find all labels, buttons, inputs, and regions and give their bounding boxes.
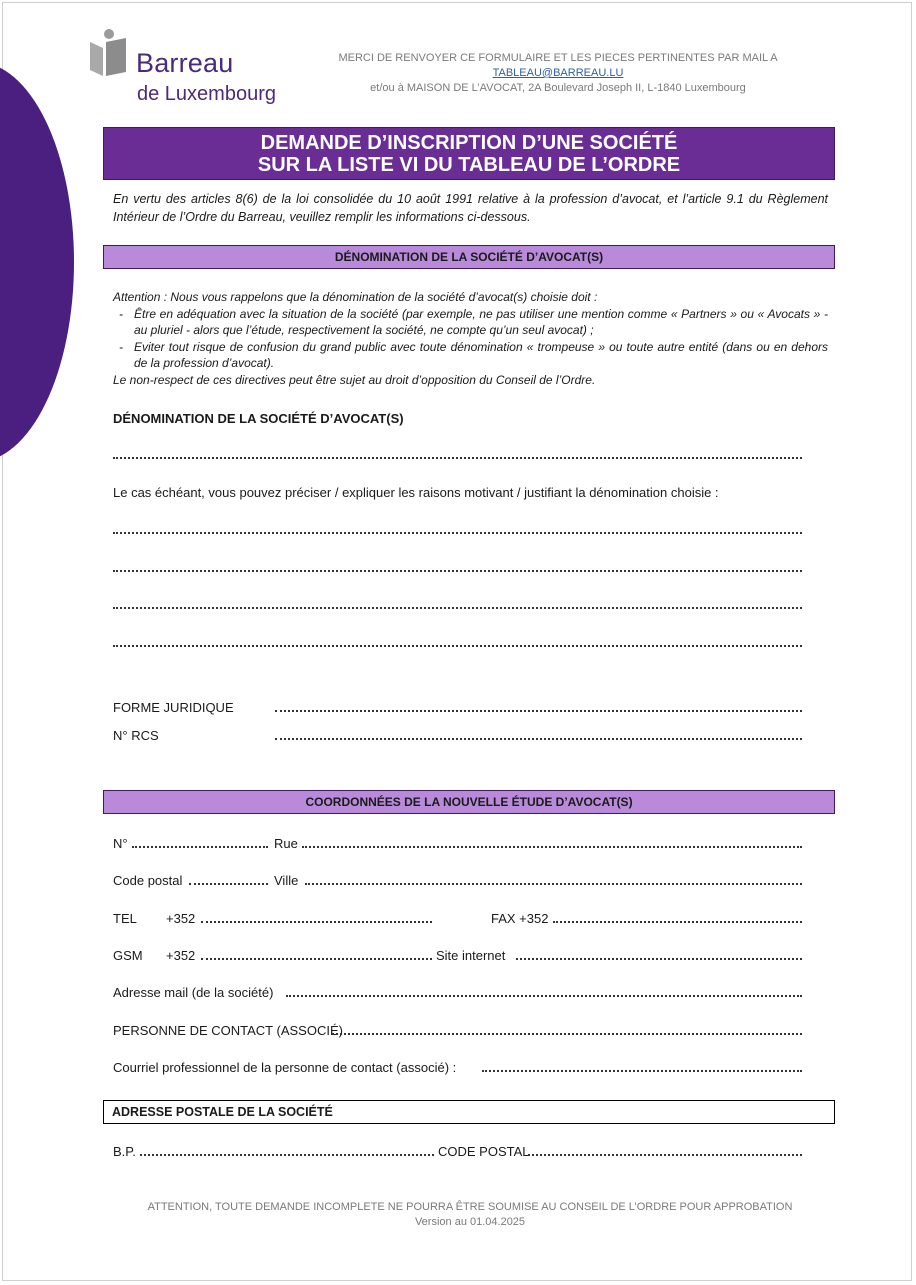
tel-input[interactable] bbox=[201, 921, 432, 923]
attention-item: - Être en adéquation avec la situation de la société (par exemple, ne pas utiliser une mention comme « Partners » ou « Avocats » - au pluriel - alors que l’étude, respectivement la société, ne compte qu’un seul avocat) ; bbox=[113, 306, 828, 339]
section-denomination-header: DÉNOMINATION DE LA SOCIÉTÉ D’AVOCAT(S) bbox=[103, 245, 835, 269]
numero-label: N° bbox=[113, 836, 128, 851]
forme-juridique-label: FORME JURIDIQUE bbox=[113, 700, 234, 715]
reasons-input-line-4[interactable] bbox=[113, 645, 802, 647]
logo-subtitle: de Luxembourg bbox=[137, 83, 276, 105]
forme-juridique-input[interactable] bbox=[275, 710, 802, 712]
bp-input[interactable] bbox=[140, 1154, 434, 1156]
courriel-label: Courriel professionnel de la personne de contact (associé) : bbox=[113, 1060, 457, 1075]
code-postal-label: Code postal bbox=[113, 873, 183, 888]
tel-prefix: +352 bbox=[166, 911, 196, 926]
rcs-input[interactable] bbox=[275, 738, 802, 740]
logo-name: Barreau bbox=[136, 48, 234, 78]
site-internet-input[interactable] bbox=[516, 958, 802, 960]
reasons-input-line-3[interactable] bbox=[113, 607, 802, 609]
tel-label: TEL bbox=[113, 911, 137, 926]
gsm-label: GSM bbox=[113, 948, 143, 963]
form-title bbox=[103, 127, 835, 180]
footer-version: Version au 01.04.2025 bbox=[414, 1216, 526, 1228]
rcs-label: N° RCS bbox=[113, 728, 159, 743]
adresse-mail-label: Adresse mail (de la société) bbox=[113, 985, 274, 1000]
fax-label: FAX +352 bbox=[491, 911, 549, 926]
attention-intro: Attention : Nous vous rappelons que la dénomination de la société d’avocat(s) choisie doit : bbox=[113, 290, 598, 304]
reasons-input-line-2[interactable] bbox=[113, 570, 802, 572]
header-note-line1: MERCI DE RENVOYER CE FORMULAIRE ET LES PIECES PERTINENTES PAR MAIL A bbox=[338, 52, 778, 64]
adresse-mail-input[interactable] bbox=[286, 995, 802, 997]
form-title-line2: SUR LA LISTE VI DU TABLEAU DE L’ORDRE bbox=[257, 154, 681, 176]
reasons-input-line-1[interactable] bbox=[113, 532, 802, 534]
attention-item: - Eviter tout risque de confusion du grand public avec toute dénomination « trompeuse » ou toute autre entité (dans ou en dehors de la profession d’avocat). bbox=[113, 339, 828, 372]
denomination-field-label: DÉNOMINATION DE LA SOCIÉTÉ D’AVOCAT(S) bbox=[113, 411, 404, 426]
code-postal-input[interactable] bbox=[189, 883, 268, 885]
email-link[interactable]: TABLEAU@BARREAU.LU bbox=[492, 67, 624, 79]
code-postal-postale-input[interactable] bbox=[528, 1154, 802, 1156]
footer bbox=[100, 1200, 840, 1230]
intro-paragraph: En vertu des articles 8(6) de la loi consolidée du 10 août 1991 relative à la profession d’avocat, et l’article 9.1 du Règlement Intérieur de l’Ordre du Barreau, veuillez remplir les informations ci-dessous. bbox=[113, 192, 828, 224]
ville-label: Ville bbox=[274, 873, 299, 888]
section-coordonnees-header: COORDONNÉES DE LA NOUVELLE ÉTUDE D’AVOCAT(S) bbox=[103, 790, 835, 814]
logo-figure-icon bbox=[90, 28, 130, 78]
gsm-prefix: +352 bbox=[166, 948, 196, 963]
denomination-input-line[interactable] bbox=[113, 457, 802, 459]
ville-input[interactable] bbox=[305, 883, 802, 885]
section-adresse-postale-header: ADRESSE POSTALE DE LA SOCIÉTÉ bbox=[103, 1100, 835, 1124]
header-note-line2: et/ou à MAISON DE L’AVOCAT, 2A Boulevard Joseph II, L-1840 Luxembourg bbox=[370, 82, 746, 94]
reasons-label: Le cas échéant, vous pouvez préciser / expliquer les raisons motivant / justifiant la dénomination choisie : bbox=[113, 485, 719, 500]
courriel-input[interactable] bbox=[482, 1070, 802, 1072]
gsm-input[interactable] bbox=[201, 958, 432, 960]
code-postal-postale-label: CODE POSTAL bbox=[438, 1144, 530, 1159]
rue-label: Rue bbox=[274, 836, 298, 851]
attention-list bbox=[113, 306, 828, 372]
attention-notice bbox=[113, 289, 828, 388]
personne-contact-input[interactable] bbox=[332, 1033, 802, 1035]
bp-label: B.P. bbox=[113, 1144, 136, 1159]
attention-outro: Le non-respect de ces directives peut être sujet au droit d’opposition du Conseil de l’Ordre. bbox=[113, 372, 596, 387]
barreau-logo bbox=[90, 28, 280, 108]
fax-input[interactable] bbox=[553, 921, 802, 923]
rue-input[interactable] bbox=[302, 846, 802, 848]
numero-input[interactable] bbox=[132, 846, 268, 848]
header-note bbox=[288, 51, 828, 96]
footer-warning: ATTENTION, TOUTE DEMANDE INCOMPLETE NE POURRA ÊTRE SOUMISE AU CONSEIL DE L’ORDRE POUR APPROBATION bbox=[147, 1201, 793, 1213]
site-internet-label: Site internet bbox=[436, 948, 506, 963]
personne-contact-label: PERSONNE DE CONTACT (ASSOCIÉ) bbox=[113, 1023, 343, 1038]
form-title-line1: DEMANDE D’INSCRIPTION D’UNE SOCIÉTÉ bbox=[260, 132, 678, 154]
